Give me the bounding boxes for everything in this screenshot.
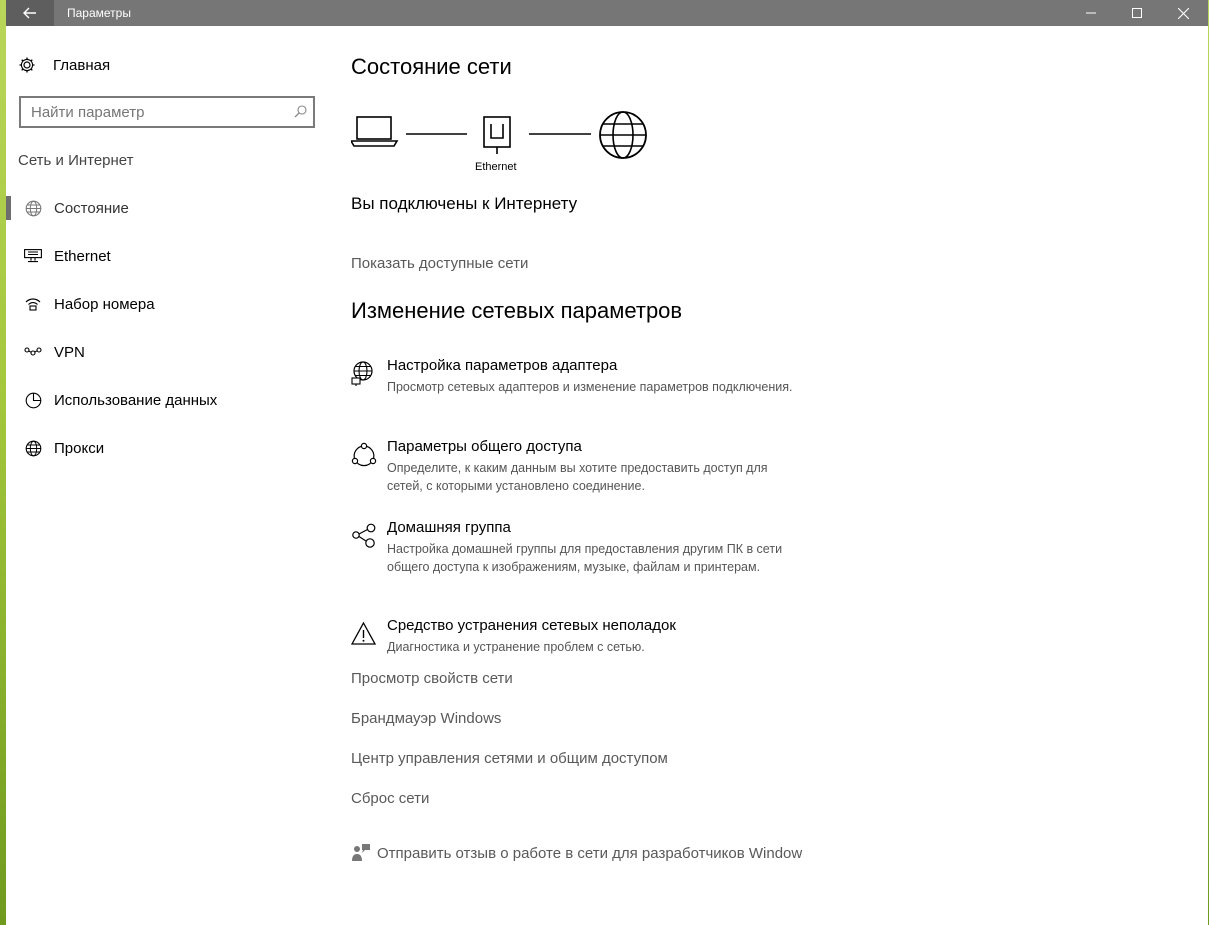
show-networks-link[interactable]: Показать доступные сети xyxy=(351,255,529,272)
window-title: Параметры xyxy=(67,6,131,20)
page-title: Состояние сети xyxy=(351,54,512,79)
search-input[interactable] xyxy=(31,98,281,126)
scrollbar[interactable] xyxy=(1202,26,1208,925)
setting-description: Определите, к каким данным вы хотите предоставить доступ для сетей, с которыми установлено соединение. xyxy=(387,461,768,493)
network-reset-link[interactable]: Сброс сети xyxy=(351,790,430,807)
sharing-icon xyxy=(351,442,377,468)
minimize-button[interactable] xyxy=(1068,0,1114,26)
title-bar xyxy=(6,0,1208,26)
sidebar-item-ethernet[interactable] xyxy=(6,236,326,276)
network-properties-link[interactable]: Просмотр свойств сети xyxy=(351,670,513,687)
connection-status-text: Вы подключены к Интернету xyxy=(351,194,578,213)
setting-description: Просмотр сетевых адаптеров и изменение параметров подключения. xyxy=(387,380,793,394)
maximize-button[interactable] xyxy=(1114,0,1160,26)
setting-description: Настройка домашней группы для предоставления другим ПК в сети общего доступа к изображениям, музыке, файлам и принтерам. xyxy=(387,542,783,574)
laptop-icon xyxy=(351,117,397,146)
search-box xyxy=(19,96,315,128)
sidebar-home-label: Главная xyxy=(53,56,111,74)
settings-window xyxy=(6,0,1208,925)
warning-icon xyxy=(351,621,377,647)
back-button[interactable] xyxy=(6,0,54,26)
back-arrow-icon xyxy=(23,7,37,19)
sidebar-item-label: Прокси xyxy=(54,439,105,457)
sidebar-item-vpn[interactable] xyxy=(6,332,326,372)
change-settings-heading: Изменение сетевых параметров xyxy=(351,298,683,323)
close-icon xyxy=(1178,8,1189,19)
homegroup-icon xyxy=(351,523,377,549)
diagram-ethernet-label: Ethernet xyxy=(475,161,517,173)
search-icon[interactable] xyxy=(294,105,307,123)
sidebar-item-label: Состояние xyxy=(54,199,129,217)
globe-icon xyxy=(21,438,45,458)
gear-icon xyxy=(18,54,42,76)
internet-globe-icon xyxy=(600,112,646,158)
firewall-link[interactable]: Брандмауэр Windows xyxy=(351,710,502,727)
sidebar-item-dialup[interactable] xyxy=(6,284,326,324)
sidebar-item-label: Ethernet xyxy=(54,247,111,265)
sidebar-item-label: Набор номера xyxy=(54,295,155,313)
dialup-icon xyxy=(21,294,45,314)
sidebar-item-status[interactable] xyxy=(6,188,326,228)
setting-title: Параметры общего доступа xyxy=(387,438,582,455)
sidebar-home[interactable] xyxy=(18,54,110,76)
ethernet-port-icon xyxy=(484,117,510,154)
feedback-person-icon xyxy=(351,842,373,864)
adapter-globe-icon xyxy=(351,361,377,387)
data-usage-icon xyxy=(21,390,45,410)
vpn-icon xyxy=(21,342,45,362)
feedback-link[interactable] xyxy=(351,842,802,864)
sidebar-item-label: VPN xyxy=(54,343,85,361)
setting-title: Средство устранения сетевых неполадок xyxy=(387,617,676,634)
setting-description: Диагностика и устранение проблем с сетью. xyxy=(387,640,645,654)
network-center-link[interactable]: Центр управления сетями и общим доступом xyxy=(351,750,668,767)
globe-status-icon xyxy=(21,198,45,218)
feedback-label: Отправить отзыв о работе в сети для разработчиков Window xyxy=(377,844,803,862)
sidebar-item-label: Использование данных xyxy=(54,391,218,409)
close-button[interactable] xyxy=(1160,0,1206,26)
maximize-icon xyxy=(1132,8,1142,18)
main-content xyxy=(351,26,1191,925)
sidebar-item-proxy[interactable] xyxy=(6,428,326,468)
section-label: Сеть и Интернет xyxy=(18,152,134,169)
ethernet-icon xyxy=(21,246,45,266)
setting-title: Настройка параметров адаптера xyxy=(387,357,618,374)
minimize-icon xyxy=(1086,8,1096,18)
sidebar xyxy=(6,26,336,925)
setting-title: Домашняя группа xyxy=(387,519,511,536)
sidebar-item-data-usage[interactable] xyxy=(6,380,326,420)
